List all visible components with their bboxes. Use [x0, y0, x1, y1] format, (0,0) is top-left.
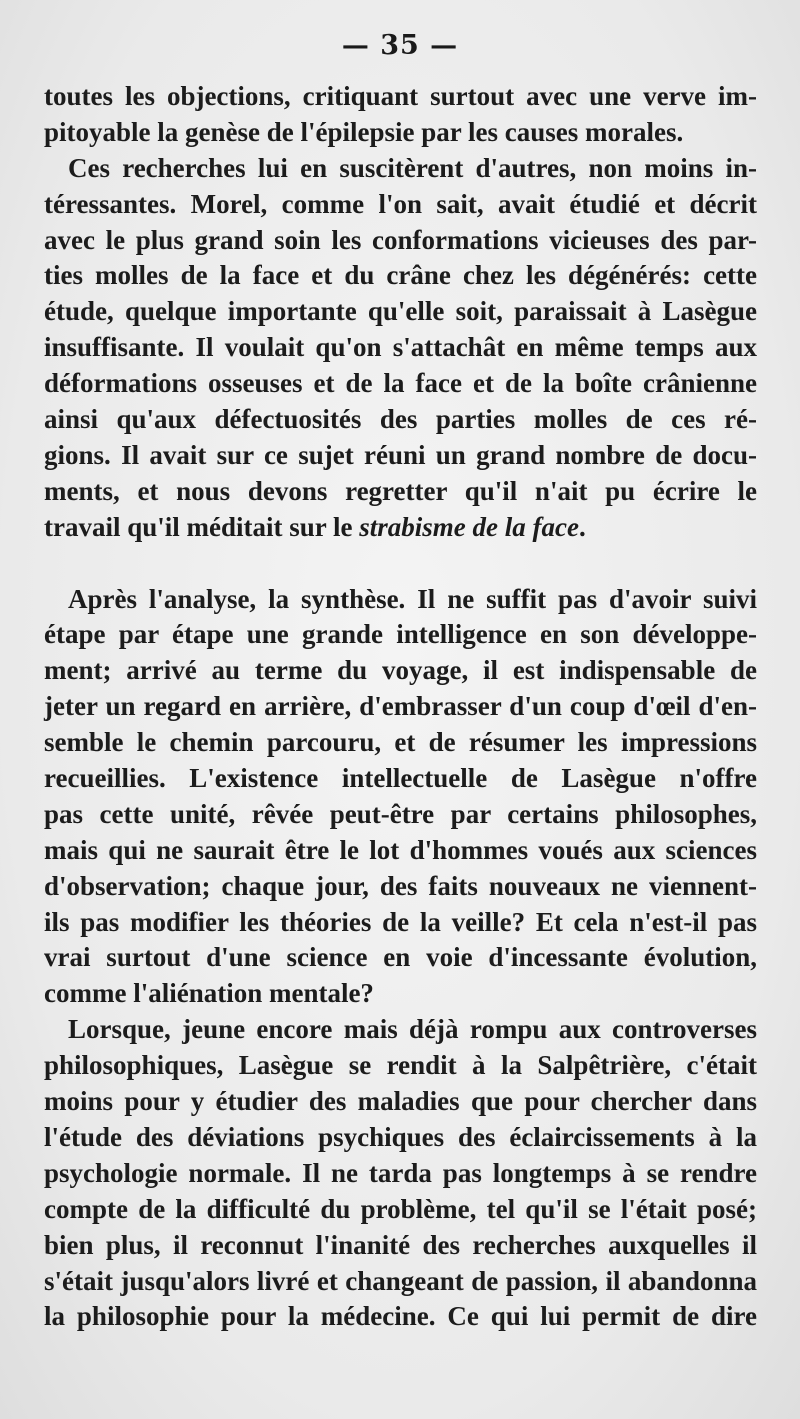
- text-line: moins pour y étudier des maladies que pour chercher dans: [44, 1086, 757, 1117]
- text-line: s'était jusqu'alors livré et changeant de passion, il abandonna: [44, 1265, 757, 1296]
- text-line: comme l'aliénation mentale?: [44, 978, 374, 1009]
- text-span: travail qu'il méditait sur le: [44, 511, 360, 542]
- text-line: ainsi qu'aux défectuosités des parties molles de ces ré-: [44, 404, 757, 435]
- text-line: recueillies. L'existence intellectuelle de Lasègue n'offre: [44, 763, 757, 794]
- text-line: pitoyable la genèse de l'épilepsie par les causes morales.: [44, 116, 684, 147]
- text-line: toutes les objections, critiquant surtout avec une verve im-: [44, 81, 757, 111]
- text-line: [44, 510, 757, 546]
- paragraph: [44, 79, 757, 151]
- body-text: [44, 79, 757, 1335]
- text-line: déformations osseuses et de la face et de la boîte crânienne: [44, 368, 757, 399]
- text-line: téressantes. Morel, comme l'on sait, avait étudié et décrit: [44, 188, 757, 219]
- paragraph: [44, 151, 757, 546]
- text-line: ment; arrivé au terme du voyage, il est indispensable de: [44, 655, 757, 686]
- text-line: semble le chemin parcouru, et de résumer les impressions: [44, 727, 757, 758]
- text-line: Ces recherches lui en suscitèrent d'autres, non moins in-: [68, 152, 757, 183]
- paragraph: [44, 1012, 757, 1335]
- text-line: Après l'analyse, la synthèse. Il ne suffit pas d'avoir suivi: [68, 583, 757, 614]
- text-line: pas cette unité, rêvée peut-être par certains philosophes,: [44, 798, 757, 829]
- text-span: .: [578, 511, 586, 542]
- text-line: ments, et nous devons regretter qu'il n'ait pu écrire le: [44, 475, 757, 506]
- text-line: la philosophie pour la médecine. Ce qui lui permit de dire: [44, 1301, 757, 1332]
- text-line: avec le plus grand soin les conformations vicieuses des par-: [44, 224, 757, 255]
- text-line: ties molles de la face et du crâne chez les dégénérés: cette: [44, 260, 757, 291]
- text-line: ils pas modifier les théories de la veille? Et cela n'est-il pas: [44, 906, 757, 937]
- text-line: mais qui ne saurait être le lot d'hommes voués aux sciences: [44, 834, 757, 865]
- text-line: psychologie normale. Il ne tarda pas longtemps à se rendre: [44, 1157, 757, 1188]
- text-line: étude, quelque importante qu'elle soit, paraissait à Lasègue: [44, 296, 757, 327]
- text-line: bien plus, il reconnut l'inanité des recherches auxquelles il: [44, 1229, 757, 1260]
- text-line: Lorsque, jeune encore mais déjà rompu aux controverses: [68, 1014, 757, 1045]
- text-line: jeter un regard en arrière, d'embrasser d'un coup d'œil d'en-: [44, 691, 757, 722]
- paragraph-gap: [44, 546, 757, 582]
- text-line: étape par étape une grande intelligence en son développe-: [44, 619, 757, 650]
- text-line: philosophiques, Lasègue se rendit à la Salpêtrière, c'était: [44, 1050, 757, 1081]
- text-line: vrai surtout d'une science en voie d'incessante évolution,: [44, 942, 757, 973]
- text-line: d'observation; chaque jour, des faits nouveaux ne viennent-: [44, 870, 757, 901]
- paragraph: [44, 582, 757, 1013]
- text-line: l'étude des déviations psychiques des éclaircissements à la: [44, 1121, 757, 1152]
- italic-title: strabisme de la face: [359, 511, 579, 542]
- text-line: gions. Il avait sur ce sujet réuni un grand nombre de docu-: [44, 439, 757, 470]
- text-line: compte de la difficulté du problème, tel qu'il se l'était posé;: [44, 1193, 757, 1224]
- text-line: insuffisante. Il voulait qu'on s'attachât en même temps aux: [44, 332, 757, 363]
- page-number: — 35 —: [341, 30, 459, 61]
